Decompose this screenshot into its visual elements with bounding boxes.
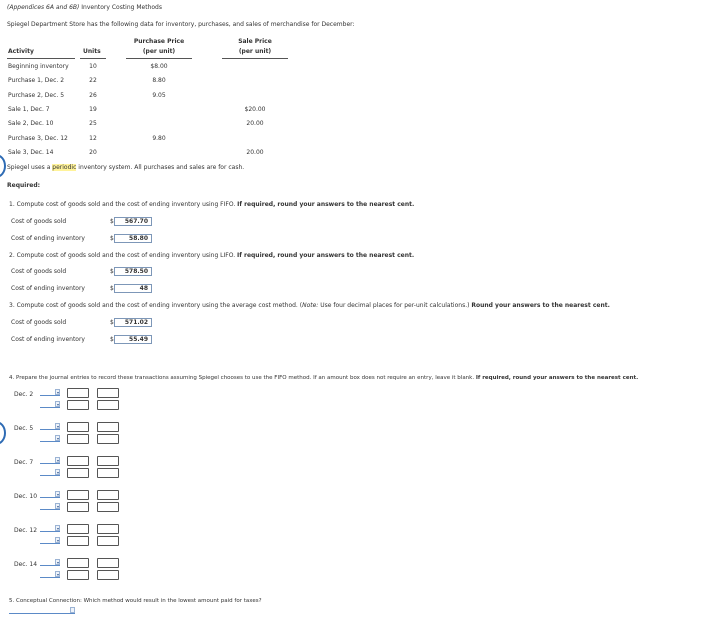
problem-title-text: Inventory Costing Methods (79, 4, 162, 11)
chevron-down-icon[interactable] (55, 389, 60, 395)
q3-bold: Round your answers to the nearest cent. (471, 302, 610, 309)
journal-date-label: Dec. 2 (14, 391, 34, 398)
debit-amount-input[interactable] (67, 422, 89, 432)
debit-amount-input[interactable] (67, 456, 89, 466)
highlight-periodic: periodic (52, 164, 77, 171)
account-select-credit[interactable] (40, 504, 60, 510)
q2-ei-input[interactable]: 48 (114, 284, 152, 293)
col-header-sale-price: Sale Price (238, 38, 272, 45)
debit-amount-input[interactable] (67, 400, 89, 410)
credit-amount-input[interactable] (97, 558, 119, 568)
chevron-down-icon[interactable] (55, 525, 60, 531)
account-select-credit[interactable] (40, 538, 60, 544)
q2-text: 2. Compute cost of goods sold and the cost of ending inventory using LIFO. (9, 252, 238, 259)
q1-cogs-dollar: $ (110, 218, 114, 225)
debit-amount-input[interactable] (67, 536, 89, 546)
q3-ei-dollar: $ (110, 336, 114, 343)
q3-note-text: Use four decimal places for per-unit calculations.) (318, 302, 472, 309)
problem-title-ref: (Appendices 6A and 6B) (7, 4, 80, 11)
account-select-debit[interactable] (40, 458, 60, 464)
credit-amount-input[interactable] (97, 388, 119, 398)
side-marker-icon (0, 154, 6, 178)
chevron-down-icon[interactable] (55, 503, 60, 509)
debit-amount-input[interactable] (67, 490, 89, 500)
required-heading: Required: (7, 182, 41, 189)
journal-date-label: Dec. 10 (14, 493, 38, 500)
chevron-down-icon[interactable] (55, 457, 60, 463)
journal-date-label: Dec. 5 (14, 425, 34, 432)
question-5: 5. Conceptual Connection: Which method would result in the lowest amount paid for taxes? (9, 598, 262, 604)
question-3 (9, 302, 610, 309)
account-select-debit[interactable] (40, 560, 60, 566)
row-units: 25 (89, 120, 97, 127)
q2-bold: If required, round your answers to the nearest cent. (237, 252, 415, 259)
chevron-down-icon[interactable] (55, 423, 60, 429)
debit-amount-input[interactable] (67, 434, 89, 444)
col-header-purchase-price: Purchase Price (133, 38, 185, 45)
q1-ei-dollar: $ (110, 235, 114, 242)
side-marker-icon-2 (0, 421, 6, 445)
row-purchase-price: $8.00 (150, 63, 168, 70)
debit-amount-input[interactable] (67, 558, 89, 568)
row-activity: Purchase 1, Dec. 2 (8, 77, 65, 84)
q2-cogs-input[interactable]: 578.50 (114, 267, 152, 276)
account-select-credit[interactable] (40, 436, 60, 442)
credit-amount-input[interactable] (97, 536, 119, 546)
q1-text: 1. Compute cost of goods sold and the cost of ending inventory using FIFO. (9, 201, 238, 208)
account-select-credit[interactable] (40, 402, 60, 408)
q2-ei-label: Cost of ending inventory (11, 285, 85, 292)
col-header-sale-per-unit: (per unit) (238, 48, 272, 55)
chevron-down-icon[interactable] (70, 607, 75, 613)
q1-ei-input[interactable]: 58.80 (114, 234, 152, 243)
chevron-down-icon[interactable] (55, 491, 60, 497)
q3-ei-input[interactable]: 55.49 (114, 335, 152, 344)
q2-cogs-label: Cost of goods sold (11, 268, 67, 275)
row-activity: Sale 3, Dec. 14 (8, 149, 54, 156)
intro-text: Spiegel Department Store has the following data for inventory, purchases, and sales of merchandise for December: (7, 21, 355, 28)
credit-amount-input[interactable] (97, 502, 119, 512)
row-sale-price: 20.00 (246, 120, 264, 127)
col-header-units: Units (83, 48, 101, 55)
chevron-down-icon[interactable] (55, 435, 60, 441)
q3-note-label: Note: (302, 302, 319, 309)
row-activity: Sale 1, Dec. 7 (8, 106, 50, 113)
q4-text: 4. Prepare the journal entries to record these transactions assuming Spiegel chooses to use the FIFO method. If an amount box does not require an entry, leave it blank. (9, 375, 476, 381)
question-2 (9, 252, 414, 259)
q1-ei-label: Cost of ending inventory (11, 235, 85, 242)
journal-date-label: Dec. 7 (14, 459, 34, 466)
credit-amount-input[interactable] (97, 468, 119, 478)
row-sale-price: 20.00 (246, 149, 264, 156)
system-note-pre: Spiegel uses a (7, 164, 53, 171)
account-select-credit[interactable] (40, 572, 60, 578)
account-select-debit[interactable] (40, 526, 60, 532)
q1-cogs-label: Cost of goods sold (11, 218, 67, 225)
journal-date-label: Dec. 12 (14, 527, 38, 534)
question-1 (9, 201, 414, 208)
row-activity: Sale 2, Dec. 10 (8, 120, 54, 127)
row-units: 20 (89, 149, 97, 156)
credit-amount-input[interactable] (97, 434, 119, 444)
credit-amount-input[interactable] (97, 456, 119, 466)
row-units: 22 (89, 77, 97, 84)
row-purchase-price: 9.80 (152, 135, 166, 142)
debit-amount-input[interactable] (67, 524, 89, 534)
q3-cogs-input[interactable]: 571.02 (114, 318, 152, 327)
chevron-down-icon[interactable] (55, 469, 60, 475)
q3-cogs-dollar: $ (110, 319, 114, 326)
question-4 (9, 375, 638, 381)
chevron-down-icon[interactable] (55, 571, 60, 577)
credit-amount-input[interactable] (97, 490, 119, 500)
row-units: 26 (89, 92, 97, 99)
debit-amount-input[interactable] (67, 502, 89, 512)
row-purchase-price: 9.05 (152, 92, 166, 99)
row-activity: Purchase 2, Dec. 5 (8, 92, 65, 99)
credit-amount-input[interactable] (97, 422, 119, 432)
col-header-purchase-per-unit: (per unit) (142, 48, 176, 55)
q3-ei-label: Cost of ending inventory (11, 336, 85, 343)
q2-ei-dollar: $ (110, 285, 114, 292)
row-units: 12 (89, 135, 97, 142)
q3-cogs-label: Cost of goods sold (11, 319, 67, 326)
row-units: 10 (89, 63, 97, 70)
account-select-credit[interactable] (40, 470, 60, 476)
journal-date-label: Dec. 14 (14, 561, 38, 568)
credit-amount-input[interactable] (97, 524, 119, 534)
q2-cogs-dollar: $ (110, 268, 114, 275)
inventory-system-note (7, 164, 244, 171)
q1-cogs-input[interactable]: 567.70 (114, 217, 152, 226)
problem-title (7, 4, 162, 11)
account-select-debit[interactable] (40, 492, 60, 498)
row-purchase-price: 8.80 (152, 77, 166, 84)
q1-bold: If required, round your answers to the nearest cent. (237, 201, 415, 208)
chevron-down-icon[interactable] (55, 559, 60, 565)
row-activity: Purchase 3, Dec. 12 (8, 135, 68, 142)
credit-amount-input[interactable] (97, 400, 119, 410)
system-note-post: inventory system. All purchases and sales are for cash. (76, 164, 245, 171)
chevron-down-icon[interactable] (55, 401, 60, 407)
credit-amount-input[interactable] (97, 570, 119, 580)
row-sale-price: $20.00 (244, 106, 266, 113)
debit-amount-input[interactable] (67, 388, 89, 398)
debit-amount-input[interactable] (67, 468, 89, 478)
col-header-activity: Activity (8, 48, 34, 55)
account-select-debit[interactable] (40, 390, 60, 396)
q4-bold: If required, round your answers to the nearest cent. (475, 375, 639, 381)
account-select-debit[interactable] (40, 424, 60, 430)
debit-amount-input[interactable] (67, 570, 89, 580)
chevron-down-icon[interactable] (55, 537, 60, 543)
row-activity: Beginning inventory (8, 63, 69, 70)
q5-method-select[interactable] (9, 606, 75, 614)
q3-text: 3. Compute cost of goods sold and the cost of ending inventory using the average cost method. ( (9, 302, 303, 309)
row-units: 19 (89, 106, 97, 113)
